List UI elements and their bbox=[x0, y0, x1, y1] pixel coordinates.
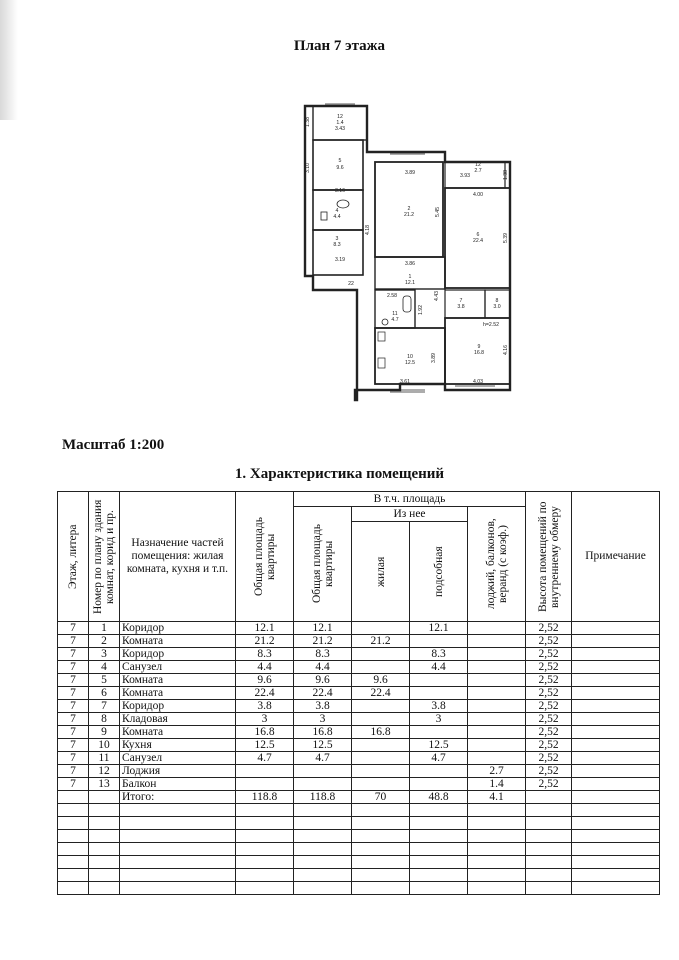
empty-cell bbox=[352, 856, 410, 869]
table-row bbox=[58, 687, 660, 700]
cell-total: 22.4 bbox=[236, 687, 294, 700]
th-purpose: Назначение частей помещения: жилая комната, кухня и т.п. bbox=[120, 492, 236, 622]
th-height: Высота помещений по внутреннему обмеру bbox=[526, 492, 572, 622]
empty-cell bbox=[236, 817, 294, 830]
empty-cell bbox=[526, 804, 572, 817]
cell-name: Санузел bbox=[120, 661, 236, 674]
empty-cell bbox=[468, 843, 526, 856]
cell-loggia bbox=[468, 661, 526, 674]
table-row bbox=[58, 726, 660, 739]
empty-cell bbox=[58, 843, 89, 856]
totals-row bbox=[58, 791, 660, 804]
empty-cell bbox=[572, 817, 660, 830]
svg-text:12.1: 12.1 bbox=[404, 280, 416, 286]
th-incl: В т.ч. площадь bbox=[294, 492, 526, 507]
cell-apt: 8.3 bbox=[294, 648, 352, 661]
total-empty bbox=[572, 791, 660, 804]
cell-no: 9 bbox=[89, 726, 120, 739]
cell-total: 3.8 bbox=[236, 700, 294, 713]
cell-note bbox=[572, 661, 660, 674]
th-note: Примечание bbox=[572, 492, 660, 622]
empty-cell bbox=[294, 817, 352, 830]
cell-name: Комната bbox=[120, 635, 236, 648]
empty-cell bbox=[352, 843, 410, 856]
svg-text:1.38: 1.38 bbox=[503, 169, 509, 181]
svg-text:2: 2 bbox=[407, 206, 411, 212]
empty-cell bbox=[58, 817, 89, 830]
cell-total: 21.2 bbox=[236, 635, 294, 648]
cell-total: 12.1 bbox=[236, 622, 294, 635]
cell-no: 4 bbox=[89, 661, 120, 674]
empty-cell bbox=[352, 869, 410, 882]
svg-text:3: 3 bbox=[335, 236, 339, 242]
svg-text:4.7: 4.7 bbox=[391, 317, 399, 323]
cell-height: 2,52 bbox=[526, 687, 572, 700]
table-row bbox=[58, 739, 660, 752]
cell-floor: 7 bbox=[58, 765, 89, 778]
cell-loggia bbox=[468, 752, 526, 765]
section-title: 1. Характеристика помещений bbox=[234, 466, 445, 482]
cell-note bbox=[572, 765, 660, 778]
empty-cell bbox=[468, 856, 526, 869]
cell-total: 16.8 bbox=[236, 726, 294, 739]
empty-cell bbox=[236, 843, 294, 856]
empty-cell bbox=[120, 843, 236, 856]
cell-living bbox=[352, 661, 410, 674]
th-floor: Этаж, литера bbox=[58, 492, 89, 622]
empty-cell bbox=[58, 856, 89, 869]
total-empty bbox=[58, 791, 89, 804]
cell-no: 7 bbox=[89, 700, 120, 713]
empty-row bbox=[58, 882, 660, 895]
svg-text:3.0: 3.0 bbox=[493, 304, 501, 310]
cell-living bbox=[352, 739, 410, 752]
empty-cell bbox=[89, 856, 120, 869]
svg-text:10: 10 bbox=[407, 354, 413, 360]
svg-text:11: 11 bbox=[392, 311, 398, 317]
cell-living: 9.6 bbox=[352, 674, 410, 687]
empty-cell bbox=[526, 856, 572, 869]
cell-note bbox=[572, 635, 660, 648]
empty-row bbox=[58, 856, 660, 869]
svg-text:4.00: 4.00 bbox=[472, 192, 484, 198]
cell-total bbox=[236, 765, 294, 778]
empty-row bbox=[58, 843, 660, 856]
cell-name: Лоджия bbox=[120, 765, 236, 778]
cell-name: Коридор bbox=[120, 622, 236, 635]
cell-floor: 7 bbox=[58, 778, 89, 791]
empty-cell bbox=[120, 830, 236, 843]
cell-floor: 7 bbox=[58, 739, 89, 752]
cell-apt: 3.8 bbox=[294, 700, 352, 713]
cell-height: 2,52 bbox=[526, 726, 572, 739]
total-empty bbox=[89, 791, 120, 804]
cell-total: 8.3 bbox=[236, 648, 294, 661]
cell-height: 2,52 bbox=[526, 700, 572, 713]
cell-height: 2,52 bbox=[526, 713, 572, 726]
cell-aux bbox=[410, 687, 468, 700]
cell-name: Коридор bbox=[120, 700, 236, 713]
empty-cell bbox=[572, 843, 660, 856]
cell-loggia bbox=[468, 700, 526, 713]
svg-text:21.2: 21.2 bbox=[403, 212, 415, 218]
th-room-no: Номер по плану здания комнат, корид и пр. bbox=[89, 492, 120, 622]
cell-note bbox=[572, 687, 660, 700]
total-aux: 48.8 bbox=[410, 791, 468, 804]
cell-apt: 12.1 bbox=[294, 622, 352, 635]
cell-no: 2 bbox=[89, 635, 120, 648]
cell-apt: 4.4 bbox=[294, 661, 352, 674]
cell-total: 4.7 bbox=[236, 752, 294, 765]
table-row bbox=[58, 622, 660, 635]
empty-cell bbox=[89, 882, 120, 895]
svg-text:4.4: 4.4 bbox=[333, 214, 341, 220]
empty-cell bbox=[410, 882, 468, 895]
empty-cell bbox=[236, 869, 294, 882]
cell-note bbox=[572, 752, 660, 765]
empty-cell bbox=[352, 830, 410, 843]
empty-cell bbox=[526, 882, 572, 895]
cell-apt bbox=[294, 765, 352, 778]
cell-total: 4.4 bbox=[236, 661, 294, 674]
cell-floor: 7 bbox=[58, 752, 89, 765]
svg-text:12.5: 12.5 bbox=[404, 360, 416, 366]
svg-text:2.58: 2.58 bbox=[386, 293, 398, 299]
empty-row bbox=[58, 869, 660, 882]
svg-text:3.86: 3.86 bbox=[404, 261, 416, 267]
total-loggia: 4.1 bbox=[468, 791, 526, 804]
svg-text:3.93: 3.93 bbox=[459, 173, 471, 179]
cell-living bbox=[352, 765, 410, 778]
cell-loggia bbox=[468, 713, 526, 726]
cell-floor: 7 bbox=[58, 674, 89, 687]
cell-floor: 7 bbox=[58, 635, 89, 648]
svg-text:16.8: 16.8 bbox=[473, 350, 485, 356]
cell-loggia bbox=[468, 648, 526, 661]
svg-text:4: 4 bbox=[335, 208, 339, 214]
empty-cell bbox=[120, 882, 236, 895]
cell-living: 16.8 bbox=[352, 726, 410, 739]
cell-floor: 7 bbox=[58, 648, 89, 661]
empty-cell bbox=[526, 817, 572, 830]
empty-cell bbox=[410, 869, 468, 882]
empty-cell bbox=[526, 843, 572, 856]
empty-cell bbox=[352, 882, 410, 895]
empty-cell bbox=[410, 804, 468, 817]
svg-text:4.18: 4.18 bbox=[365, 224, 371, 236]
cell-aux: 3.8 bbox=[410, 700, 468, 713]
th-total: Общая площадь квартиры bbox=[236, 492, 294, 622]
table-row bbox=[58, 648, 660, 661]
cell-loggia bbox=[468, 726, 526, 739]
svg-text:3.89: 3.89 bbox=[404, 170, 416, 176]
cell-floor: 7 bbox=[58, 661, 89, 674]
cell-living bbox=[352, 752, 410, 765]
svg-text:3.16: 3.16 bbox=[334, 188, 346, 194]
svg-text:4.43: 4.43 bbox=[434, 290, 440, 302]
empty-cell bbox=[120, 856, 236, 869]
table-body bbox=[58, 622, 660, 895]
empty-cell bbox=[58, 869, 89, 882]
cell-living bbox=[352, 713, 410, 726]
cell-living bbox=[352, 622, 410, 635]
svg-text:22.4: 22.4 bbox=[472, 238, 484, 244]
cell-name: Санузел bbox=[120, 752, 236, 765]
cell-apt: 3 bbox=[294, 713, 352, 726]
empty-cell bbox=[294, 869, 352, 882]
cell-name: Комната bbox=[120, 726, 236, 739]
cell-loggia bbox=[468, 635, 526, 648]
scan-shadow bbox=[0, 0, 18, 120]
svg-text:5: 5 bbox=[338, 158, 342, 164]
floor-plan bbox=[295, 100, 525, 405]
cell-note bbox=[572, 700, 660, 713]
cell-loggia: 2.7 bbox=[468, 765, 526, 778]
total-living: 70 bbox=[352, 791, 410, 804]
cell-apt: 16.8 bbox=[294, 726, 352, 739]
table-row bbox=[58, 674, 660, 687]
cell-height: 2,52 bbox=[526, 752, 572, 765]
empty-cell bbox=[294, 830, 352, 843]
cell-name: Кухня bbox=[120, 739, 236, 752]
empty-cell bbox=[526, 830, 572, 843]
cell-living bbox=[352, 700, 410, 713]
empty-cell bbox=[468, 804, 526, 817]
table-row bbox=[58, 713, 660, 726]
cell-aux bbox=[410, 674, 468, 687]
cell-aux: 8.3 bbox=[410, 648, 468, 661]
svg-text:6: 6 bbox=[476, 232, 480, 238]
cell-apt: 4.7 bbox=[294, 752, 352, 765]
cell-floor: 7 bbox=[58, 726, 89, 739]
cell-total: 3 bbox=[236, 713, 294, 726]
cell-aux bbox=[410, 635, 468, 648]
cell-living bbox=[352, 648, 410, 661]
empty-cell bbox=[572, 804, 660, 817]
cell-loggia bbox=[468, 622, 526, 635]
empty-cell bbox=[236, 804, 294, 817]
th-apt-total: Общая площадь квартиры bbox=[294, 507, 352, 622]
svg-text:5.39: 5.39 bbox=[503, 232, 509, 244]
cell-height: 2,52 bbox=[526, 739, 572, 752]
empty-cell bbox=[89, 830, 120, 843]
cell-note bbox=[572, 713, 660, 726]
empty-cell bbox=[294, 882, 352, 895]
empty-row bbox=[58, 817, 660, 830]
cell-aux: 3 bbox=[410, 713, 468, 726]
cell-loggia: 1.4 bbox=[468, 778, 526, 791]
empty-cell bbox=[294, 804, 352, 817]
svg-text:12: 12 bbox=[475, 162, 481, 168]
empty-cell bbox=[572, 856, 660, 869]
cell-apt bbox=[294, 778, 352, 791]
empty-cell bbox=[410, 843, 468, 856]
cell-note bbox=[572, 648, 660, 661]
cell-loggia bbox=[468, 674, 526, 687]
empty-cell bbox=[526, 869, 572, 882]
svg-text:4.16: 4.16 bbox=[503, 344, 509, 356]
total-apt: 118.8 bbox=[294, 791, 352, 804]
cell-living: 21.2 bbox=[352, 635, 410, 648]
empty-cell bbox=[89, 869, 120, 882]
svg-text:1.4: 1.4 bbox=[336, 120, 344, 126]
cell-floor: 7 bbox=[58, 622, 89, 635]
table-row bbox=[58, 661, 660, 674]
cell-living: 22.4 bbox=[352, 687, 410, 700]
table-row bbox=[58, 635, 660, 648]
svg-text:7: 7 bbox=[459, 298, 463, 304]
cell-apt: 9.6 bbox=[294, 674, 352, 687]
cell-height: 2,52 bbox=[526, 622, 572, 635]
cell-name: Комната bbox=[120, 687, 236, 700]
svg-text:h=2.52: h=2.52 bbox=[482, 322, 500, 328]
empty-cell bbox=[236, 830, 294, 843]
svg-text:9: 9 bbox=[477, 344, 481, 350]
cell-note bbox=[572, 622, 660, 635]
cell-no: 5 bbox=[89, 674, 120, 687]
th-aux: подсобная bbox=[410, 522, 468, 622]
cell-apt: 21.2 bbox=[294, 635, 352, 648]
cell-aux: 12.1 bbox=[410, 622, 468, 635]
empty-cell bbox=[89, 843, 120, 856]
table-row bbox=[58, 752, 660, 765]
cell-no: 10 bbox=[89, 739, 120, 752]
cell-aux: 4.7 bbox=[410, 752, 468, 765]
cell-aux: 12.5 bbox=[410, 739, 468, 752]
svg-text:4.03: 4.03 bbox=[472, 379, 484, 385]
cell-height: 2,52 bbox=[526, 648, 572, 661]
svg-text:3.89: 3.89 bbox=[431, 352, 437, 364]
empty-cell bbox=[410, 856, 468, 869]
cell-note bbox=[572, 726, 660, 739]
empty-cell bbox=[58, 882, 89, 895]
empty-cell bbox=[294, 856, 352, 869]
cell-no: 1 bbox=[89, 622, 120, 635]
cell-no: 3 bbox=[89, 648, 120, 661]
cell-no: 11 bbox=[89, 752, 120, 765]
table-row bbox=[58, 765, 660, 778]
cell-total: 12.5 bbox=[236, 739, 294, 752]
empty-cell bbox=[58, 830, 89, 843]
page-title: План 7 этажа bbox=[293, 38, 386, 54]
svg-text:9.6: 9.6 bbox=[336, 165, 344, 171]
empty-cell bbox=[236, 856, 294, 869]
cell-aux bbox=[410, 765, 468, 778]
svg-text:3.43: 3.43 bbox=[334, 126, 346, 132]
cell-aux bbox=[410, 726, 468, 739]
svg-text:8: 8 bbox=[495, 298, 499, 304]
th-living: жилая bbox=[352, 522, 410, 622]
cell-note bbox=[572, 739, 660, 752]
room-label-12a: 12 bbox=[337, 114, 343, 120]
empty-cell bbox=[120, 869, 236, 882]
cell-aux bbox=[410, 778, 468, 791]
empty-cell bbox=[572, 830, 660, 843]
cell-floor: 7 bbox=[58, 687, 89, 700]
cell-height: 2,52 bbox=[526, 635, 572, 648]
cell-height: 2,52 bbox=[526, 765, 572, 778]
cell-height: 2,52 bbox=[526, 661, 572, 674]
cell-floor: 7 bbox=[58, 700, 89, 713]
cell-floor: 7 bbox=[58, 713, 89, 726]
empty-cell bbox=[410, 817, 468, 830]
svg-text:8.3: 8.3 bbox=[333, 242, 341, 248]
cell-no: 13 bbox=[89, 778, 120, 791]
svg-text:2.7: 2.7 bbox=[474, 168, 482, 174]
cell-total bbox=[236, 778, 294, 791]
svg-text:1.38: 1.38 bbox=[305, 116, 311, 128]
empty-row bbox=[58, 830, 660, 843]
empty-cell bbox=[468, 882, 526, 895]
empty-cell bbox=[120, 804, 236, 817]
svg-text:3.10: 3.10 bbox=[305, 162, 311, 174]
cell-apt: 22.4 bbox=[294, 687, 352, 700]
empty-cell bbox=[58, 804, 89, 817]
table-row bbox=[58, 778, 660, 791]
cell-height: 2,52 bbox=[526, 778, 572, 791]
cell-loggia bbox=[468, 687, 526, 700]
empty-cell bbox=[572, 882, 660, 895]
empty-cell bbox=[236, 882, 294, 895]
cell-name: Балкон bbox=[120, 778, 236, 791]
total-label: Итого: bbox=[120, 791, 236, 804]
scale-label: Масштаб 1:200 bbox=[62, 437, 165, 453]
cell-total: 9.6 bbox=[236, 674, 294, 687]
empty-cell bbox=[89, 804, 120, 817]
empty-cell bbox=[468, 869, 526, 882]
th-loggia: лоджий, балконов, веранд (с коэф.) bbox=[468, 507, 526, 622]
empty-cell bbox=[352, 817, 410, 830]
svg-text:3.61: 3.61 bbox=[399, 379, 411, 385]
cell-no: 6 bbox=[89, 687, 120, 700]
cell-height: 2,52 bbox=[526, 674, 572, 687]
total-total: 118.8 bbox=[236, 791, 294, 804]
empty-cell bbox=[352, 804, 410, 817]
total-empty bbox=[526, 791, 572, 804]
cell-name: Кладовая bbox=[120, 713, 236, 726]
svg-text:1.92: 1.92 bbox=[418, 304, 424, 316]
table-row bbox=[58, 700, 660, 713]
empty-cell bbox=[120, 817, 236, 830]
svg-text:3.19: 3.19 bbox=[334, 257, 346, 263]
cell-apt: 12.5 bbox=[294, 739, 352, 752]
cell-name: Комната bbox=[120, 674, 236, 687]
th-of-which: Из нее bbox=[352, 507, 468, 522]
cell-loggia bbox=[468, 739, 526, 752]
cell-no: 8 bbox=[89, 713, 120, 726]
rooms-table bbox=[57, 491, 660, 895]
empty-cell bbox=[410, 830, 468, 843]
empty-cell bbox=[89, 817, 120, 830]
cell-no: 12 bbox=[89, 765, 120, 778]
svg-text:1: 1 bbox=[408, 274, 412, 280]
cell-note bbox=[572, 674, 660, 687]
empty-cell bbox=[572, 869, 660, 882]
empty-row bbox=[58, 804, 660, 817]
cell-living bbox=[352, 778, 410, 791]
svg-text:3.8: 3.8 bbox=[457, 304, 465, 310]
empty-cell bbox=[294, 843, 352, 856]
cell-aux: 4.4 bbox=[410, 661, 468, 674]
empty-cell bbox=[468, 830, 526, 843]
cell-note bbox=[572, 778, 660, 791]
svg-text:5.45: 5.45 bbox=[435, 206, 441, 218]
empty-cell bbox=[468, 817, 526, 830]
svg-text:22: 22 bbox=[348, 281, 354, 287]
cell-name: Коридор bbox=[120, 648, 236, 661]
